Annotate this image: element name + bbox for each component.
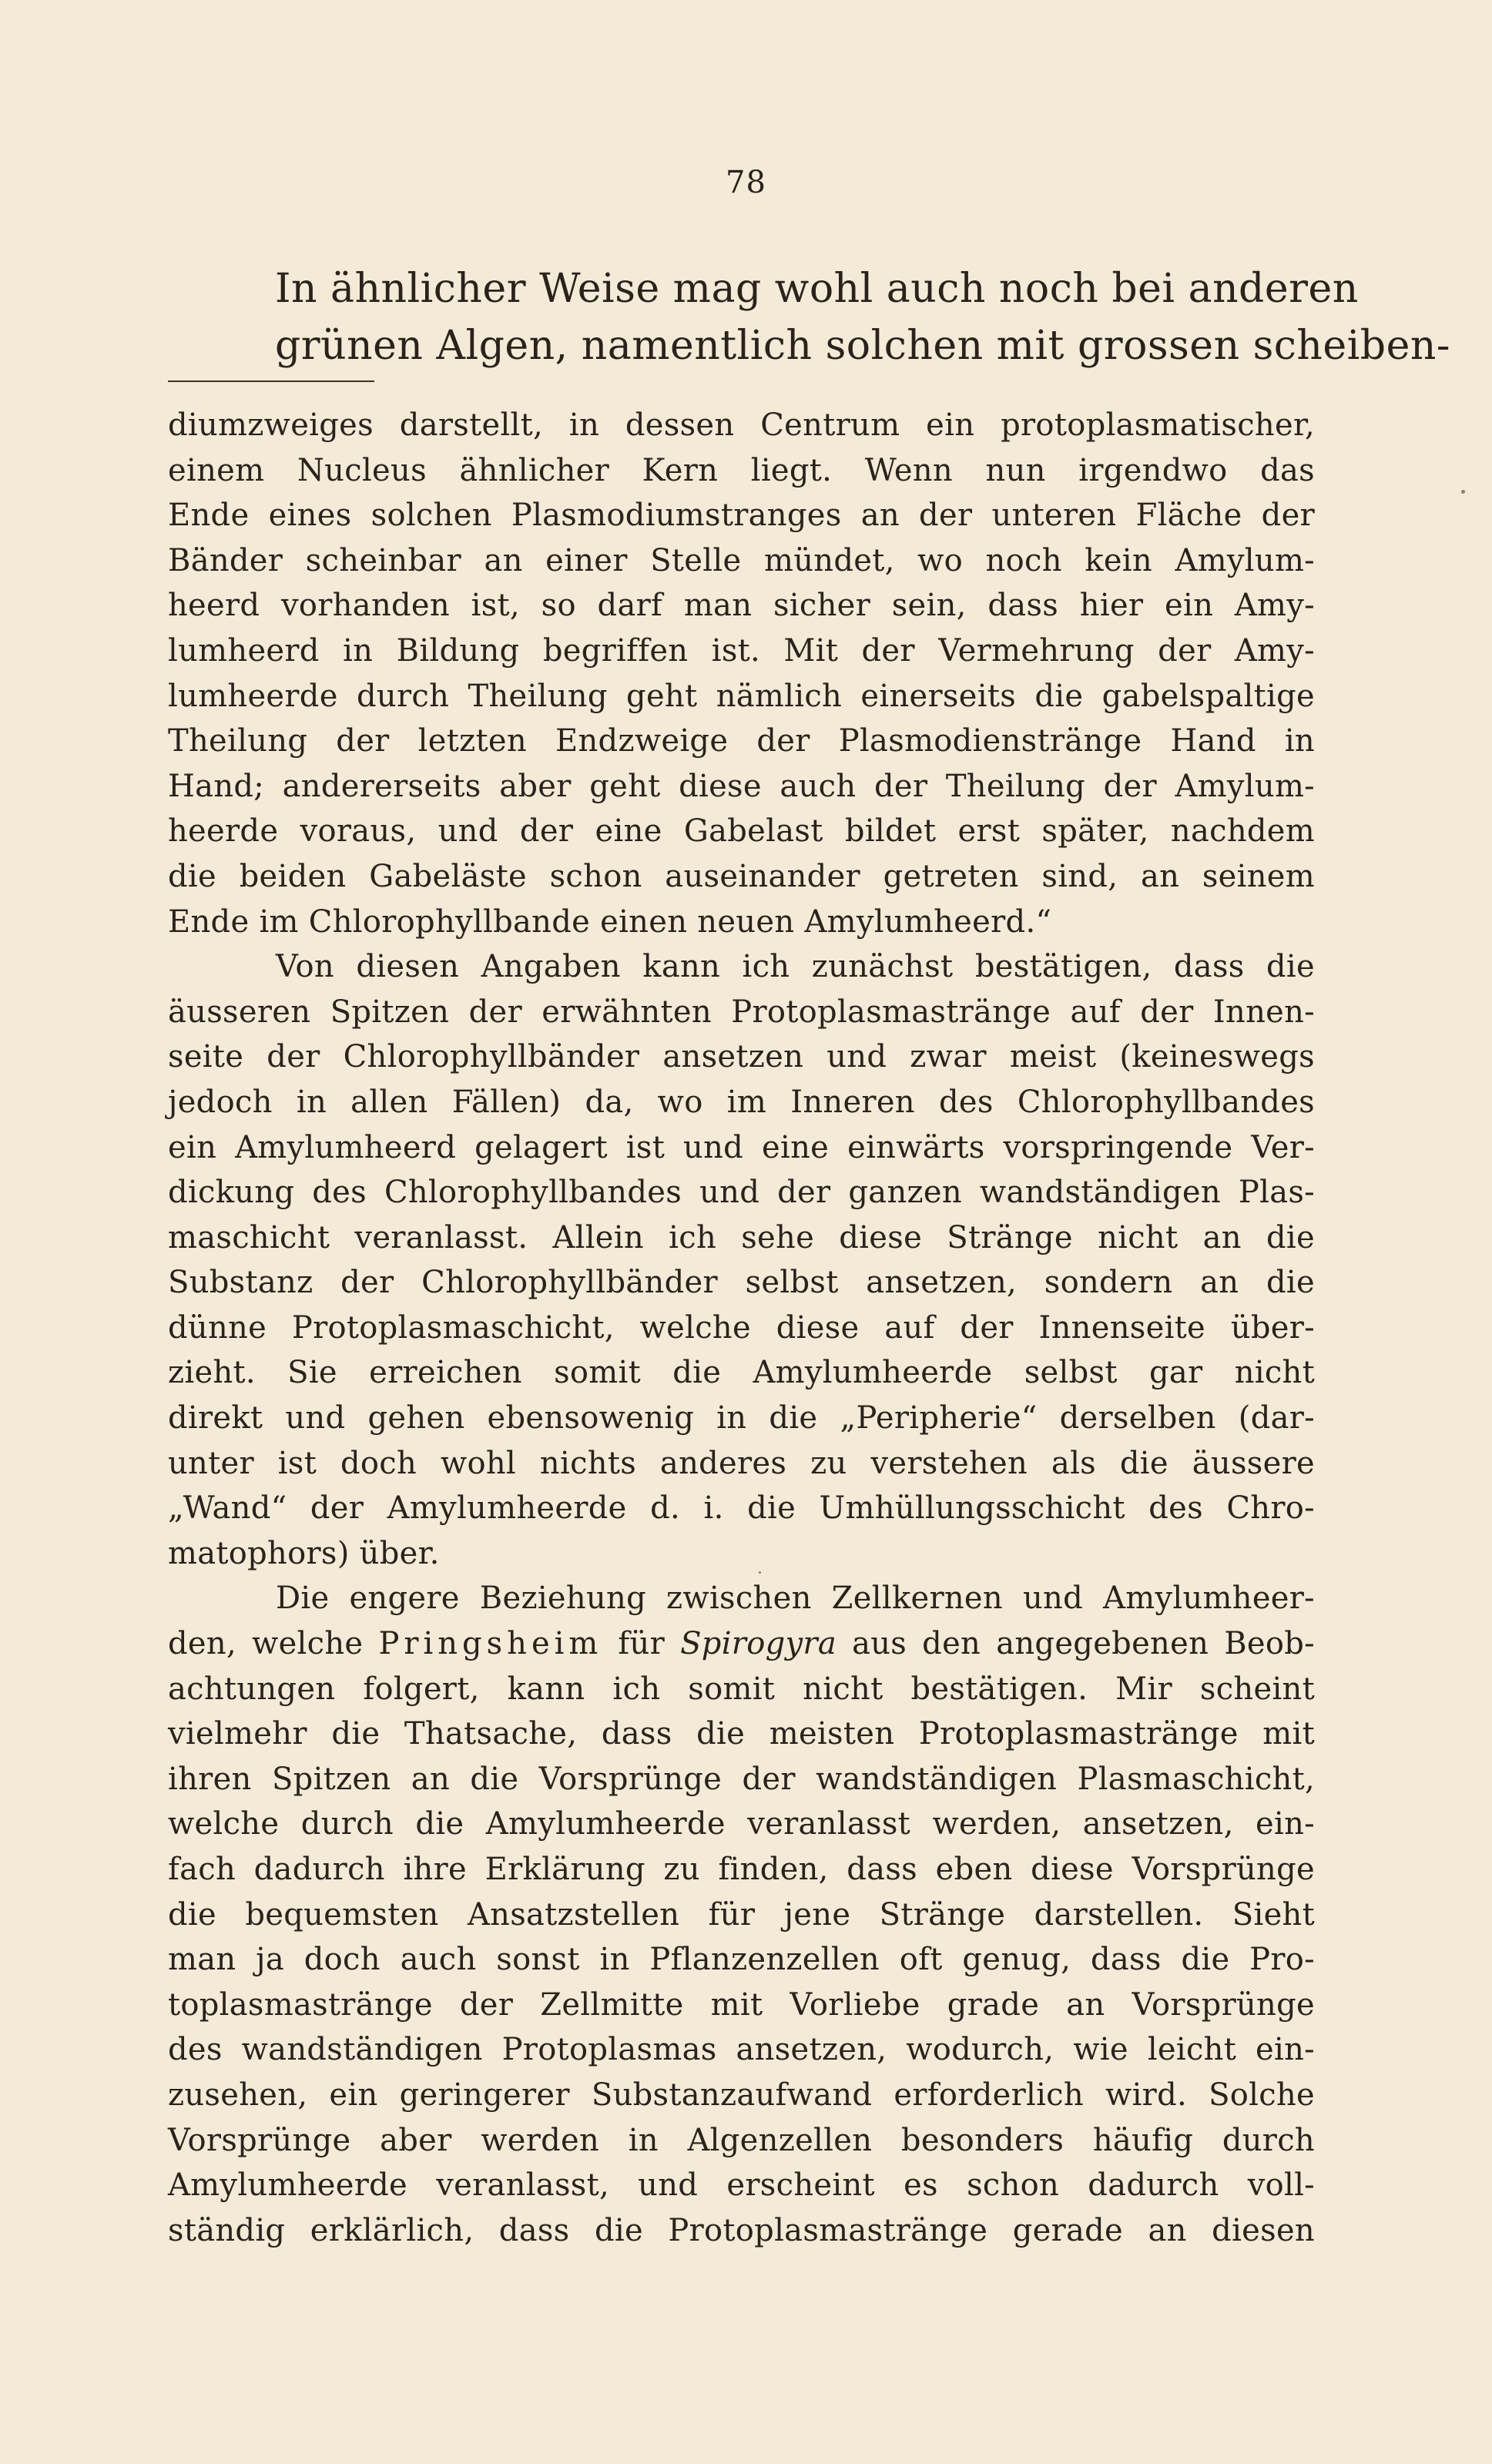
text-line: Ende eines solchen Plasmodiumstranges an der unteren Fläche der: [168, 498, 1315, 534]
text-fragment: für: [602, 1626, 681, 1662]
text-line: seite der Chlorophyllbänder ansetzen und zwar meist (keineswegs: [168, 1039, 1315, 1075]
text-line: die bequemsten Ansatzstellen für jene Stränge darstellen. Sieht: [168, 1896, 1315, 1933]
text-line: ein Amylumheerd gelagert ist und eine einwärts vorspringende Ver-: [168, 1129, 1315, 1165]
page-number: 78: [726, 165, 766, 200]
text-line: heerd vorhanden ist, so darf man sicher sein, dass hier ein Amy-: [168, 588, 1315, 624]
text-line: einem Nucleus ähnlicher Kern liegt. Wenn nun irgendwo das: [168, 452, 1315, 488]
text-line: matophors) über.: [168, 1535, 440, 1571]
text-line: Amylumheerde veranlasst, und erscheint es schon dadurch voll-: [168, 2167, 1315, 2204]
text-line: fach dadurch ihre Erklärung zu finden, dass eben diese Vorsprünge: [168, 1852, 1315, 1887]
body-text: [168, 403, 1315, 2253]
footnote-rule: [168, 380, 374, 382]
text-line: lumheerd in Bildung begriffen ist. Mit der Vermehrung der Amy-: [168, 632, 1315, 669]
text-line: diumzweiges darstellt, in dessen Centrum ein protoplasmatischer,: [168, 407, 1315, 443]
text-line: maschicht veranlasst. Allein ich sehe diese Stränge nicht an die: [168, 1219, 1315, 1255]
genus-name: Spirogyra: [680, 1626, 837, 1662]
text-line-with-citation: [168, 1621, 1315, 1667]
text-fragment: aus den angegebenen Beob-: [836, 1626, 1315, 1662]
footnote-overlay-text: [275, 260, 1450, 374]
text-line: toplasmastränge der Zellmitte mit Vorliebe grade an Vorsprünge: [168, 1986, 1315, 2023]
text-line: dickung des Chlorophyllbandes und der ganzen wandständigen Plas-: [168, 1175, 1315, 1211]
text-line: welche durch die Amylumheerde veranlasst werden, ansetzen, ein-: [168, 1806, 1315, 1842]
text-line: die beiden Gabeläste schon auseinander getreten sind, an seinem: [168, 858, 1315, 894]
text-line: Die engere Beziehung zwischen Zellkernen und Amylumheer-: [276, 1581, 1315, 1617]
text-line: ihren Spitzen an die Vorsprünge der wandständigen Plasmaschicht,: [168, 1761, 1315, 1797]
text-line: lumheerde durch Theilung geht nämlich einerseits die gabelspaltige: [168, 678, 1315, 714]
text-line: jedoch in allen Fällen) da, wo im Inneren des Chlorophyllbandes: [168, 1084, 1315, 1120]
paper-speck: [759, 1571, 761, 1574]
large-text-line: In ähnlicher Weise mag wohl auch noch bei anderen: [275, 266, 1359, 312]
text-line: äusseren Spitzen der erwähnten Protoplasmastränge auf der Innen-: [168, 994, 1315, 1030]
text-line: Vorsprünge aber werden in Algenzellen besonders häufig durch: [168, 2122, 1315, 2158]
author-name: Pringsheim: [378, 1626, 603, 1662]
text-fragment: den, welche: [168, 1626, 379, 1662]
large-text-line: grünen Algen, namentlich solchen mit grossen scheiben-: [275, 323, 1450, 369]
text-line: dünne Protoplasmaschicht, welche diese auf der Innenseite über-: [168, 1309, 1315, 1346]
text-line: Ende im Chlorophyllbande einen neuen Amylumheerd.“: [168, 903, 1052, 940]
text-line: Hand; andererseits aber geht diese auch der Theilung der Amylum-: [168, 768, 1315, 804]
text-line: „Wand“ der Amylumheerde d. i. die Umhüllungsschicht des Chro-: [168, 1490, 1315, 1527]
text-line: vielmehr die Thatsache, dass die meisten Protoplasmastränge mit: [168, 1716, 1315, 1752]
text-line: Theilung der letzten Endzweige der Plasmodienstränge Hand in: [168, 723, 1315, 759]
text-line: direkt und gehen ebensowenig in die „Peripherie“ derselben (dar-: [168, 1400, 1315, 1436]
text-line: des wandständigen Protoplasmas ansetzen, wodurch, wie leicht ein-: [168, 2032, 1315, 2068]
text-line: Von diesen Angaben kann ich zunächst bestätigen, dass die: [276, 949, 1315, 985]
paper-speck: [1461, 490, 1465, 494]
text-line: achtungen folgert, kann ich somit nicht bestätigen. Mir scheint: [168, 1671, 1315, 1707]
text-line: Bänder scheinbar an einer Stelle mündet, wo noch kein Amylum-: [168, 542, 1315, 578]
text-line: unter ist doch wohl nichts anderes zu verstehen als die äussere: [168, 1445, 1315, 1481]
text-line: zieht. Sie erreichen somit die Amylumheerde selbst gar nicht: [168, 1355, 1315, 1391]
text-line: Substanz der Chlorophyllbänder selbst ansetzen, sondern an die: [168, 1265, 1315, 1301]
text-line: heerde voraus, und der eine Gabelast bildet erst später, nachdem: [168, 813, 1315, 850]
text-line: zusehen, ein geringerer Substanzaufwand erforderlich wird. Solche: [168, 2077, 1315, 2113]
text-line: man ja doch auch sonst in Pflanzenzellen oft genug, dass die Pro-: [168, 1942, 1315, 1978]
text-line: ständig erklärlich, dass die Protoplasmastränge gerade an diesen: [168, 2212, 1315, 2248]
